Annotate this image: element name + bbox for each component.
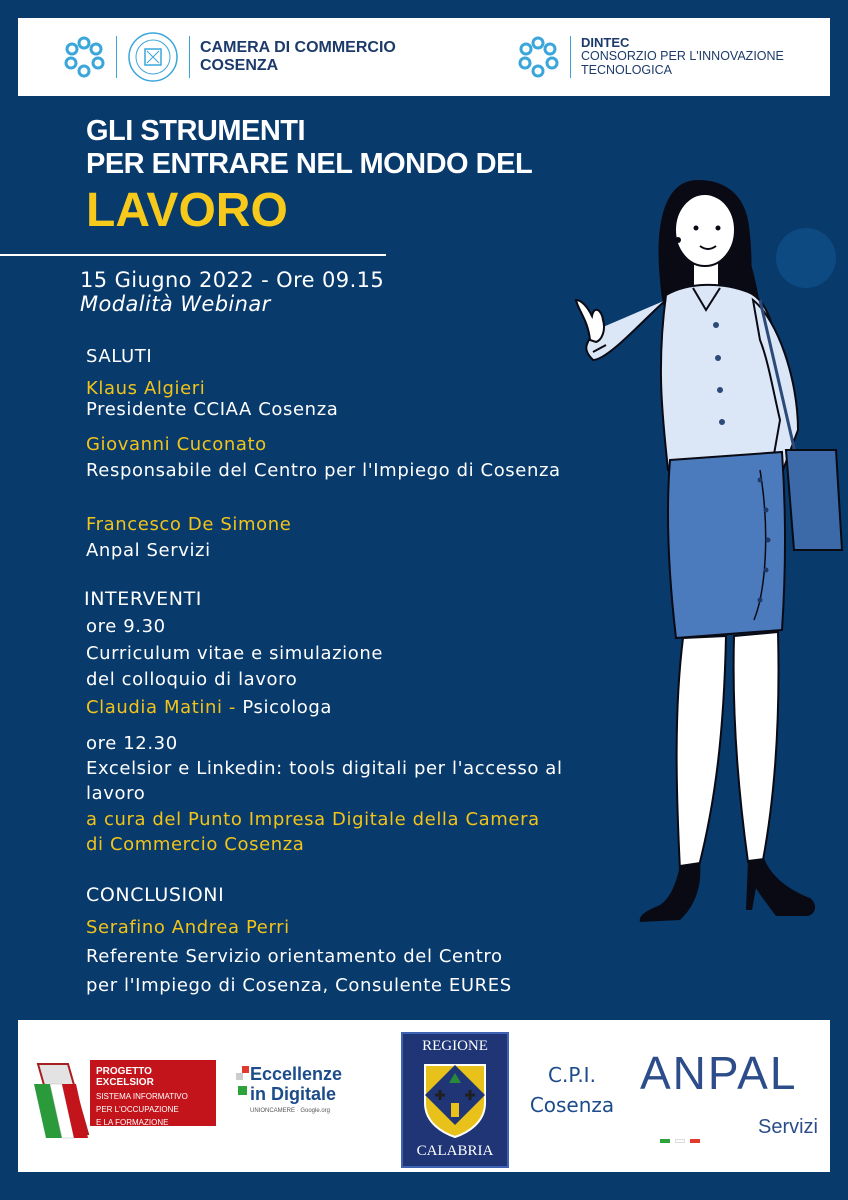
dintec-line1: DINTEC [581, 35, 630, 51]
partner-logo-band [18, 1020, 830, 1172]
speaker-role: Anpal Servizi [86, 540, 211, 561]
woman-illustration [548, 170, 848, 930]
speaker-name: Giovanni Cuconato [86, 434, 267, 455]
logo-separator [189, 36, 190, 78]
excelsior-mark-icon [28, 1054, 98, 1144]
saluti-heading: SALUTI [86, 346, 153, 367]
excelsior-logo [90, 1060, 216, 1126]
regione-line1: REGIONE [422, 1038, 488, 1054]
excelsior-sub: PER L'OCCUPAZIONE [96, 1105, 179, 1114]
dintec-line3: TECNOLOGICA [581, 63, 672, 78]
session-time: ore 12.30 [86, 733, 178, 754]
session-topic: del colloquio di lavoro [86, 669, 298, 690]
session-speaker-name: Claudia Matini - [86, 697, 237, 718]
logo-separator [570, 36, 571, 78]
session-speaker [86, 697, 332, 719]
dintec-name [581, 36, 784, 78]
title-line2: PER ENTRARE NEL MONDO DEL [86, 148, 533, 180]
cciaa-line1: CAMERA DI COMMERCIO [200, 39, 396, 57]
eccellenze-line1: Eccellenze [250, 1064, 343, 1084]
conclusioni-role: Referente Servizio orientamento del Centro [86, 946, 503, 967]
ccc-flower-icon [62, 35, 106, 79]
logo-separator [116, 36, 117, 78]
event-title [86, 115, 532, 239]
title-line1: GLI STRUMENTI [86, 115, 306, 147]
seal-icon [127, 31, 179, 83]
eccellenze-line2: in Digitale [250, 1084, 337, 1104]
dintec-logo [516, 18, 784, 96]
cpi-cosenza-logo [518, 1060, 626, 1120]
speaker-name: Francesco De Simone [86, 514, 292, 535]
cpi-line2: Cosenza [529, 1093, 615, 1117]
anpal-servizi-logo [640, 1046, 826, 1156]
session-by: a cura del Punto Impresa Digitale della Camera [86, 809, 540, 830]
title-line3: LAVORO [86, 184, 288, 237]
cciaa-line2: COSENZA [200, 57, 279, 74]
title-divider [0, 254, 386, 256]
speaker-role: Presidente CCIAA Cosenza [86, 399, 339, 420]
event-date-time: 15 Giugno 2022 - Ore 09.15 [80, 268, 385, 292]
speaker-name: Klaus Algieri [86, 378, 206, 399]
conclusioni-role: per l'Impiego di Cosenza, Consulente EURES [86, 975, 512, 996]
camera-commercio-name [200, 39, 396, 74]
coat-of-arms-icon [417, 1059, 493, 1139]
event-mode: Modalità Webinar [80, 292, 271, 316]
session-by: di Commercio Cosenza [86, 834, 305, 855]
regione-calabria-logo [401, 1032, 509, 1168]
excelsior-sub: SISTEMA INFORMATIVO [96, 1092, 188, 1101]
eccellenze-digitale-logo [250, 1064, 342, 1114]
italy-flag-icon [660, 1128, 700, 1147]
eccellenze-sponsors: UNIONCAMERE · Google.org [250, 1108, 331, 1114]
bg-circle [776, 228, 836, 288]
conclusioni-name: Serafino Andrea Perri [86, 917, 290, 938]
interventi-heading: INTERVENTI [84, 588, 203, 610]
event-info [80, 268, 384, 316]
dintec-flower-icon [516, 35, 560, 79]
regione-line2: CALABRIA [416, 1143, 494, 1159]
dintec-line2: CONSORZIO PER L'INNOVAZIONE [581, 49, 784, 64]
anpal-word: ANPAL [640, 1047, 798, 1099]
camera-commercio-logo [62, 18, 396, 96]
cpi-line1: C.P.I. [548, 1063, 596, 1087]
speaker-role: Responsabile del Centro per l'Impiego di Cosenza [86, 460, 561, 481]
session-topic: Excelsior e Linkedin: tools digitali per l'accesso al [86, 758, 563, 779]
header-logo-band [18, 18, 830, 96]
anpal-servizi: Servizi [757, 1116, 818, 1138]
excelsior-title: PROGETTO EXCELSIOR [96, 1066, 154, 1088]
conclusioni-heading: CONCLUSIONI [86, 884, 225, 906]
session-speaker-role: Psicologa [236, 697, 333, 718]
session-topic: lavoro [86, 783, 146, 804]
excelsior-sub: E LA FORMAZIONE [96, 1118, 169, 1127]
session-time: ore 9.30 [86, 616, 166, 637]
session-topic: Curriculum vitae e simulazione [86, 643, 384, 664]
